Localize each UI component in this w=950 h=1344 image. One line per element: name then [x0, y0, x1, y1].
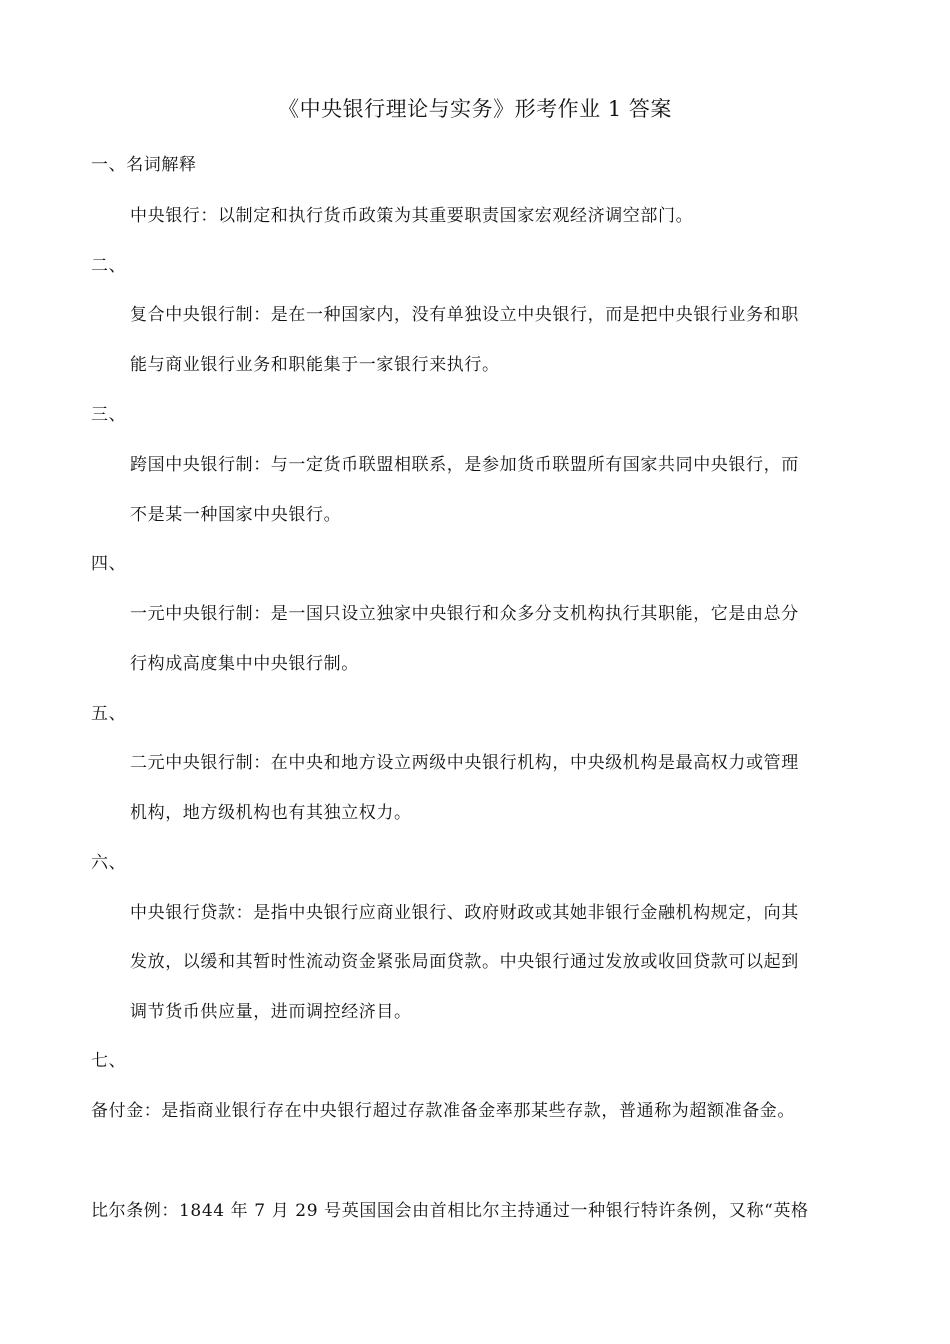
section-heading-6: 六、: [91, 853, 127, 873]
document-title: 《中央银行理论与实务》形考作业 1 答案: [278, 97, 672, 121]
section-4-line-1: 一元中央银行制：是一国只设立独家中央银行和众多分支机构执行其职能，它是由总分: [130, 604, 799, 624]
section-heading-2: 二、: [91, 256, 127, 276]
section-heading-7: 七、: [91, 1051, 127, 1071]
section-6-line-3: 调节货币供应量，进而调控经济目。: [130, 1002, 412, 1022]
section-2-line-2: 能与商业银行业务和职能集于一家银行来执行。: [130, 355, 500, 375]
section-7-line-1: 备付金：是指商业银行存在中央银行超过存款准备金率那某些存款，普通称为超额准备金。: [91, 1101, 795, 1121]
section-6-line-1: 中央银行贷款：是指中央银行应商业银行、政府财政或其她非银行金融机构规定，向其: [130, 903, 799, 923]
section-heading-1: 一、名词解释: [91, 155, 197, 175]
section-5-line-1: 二元中央银行制：在中央和地方设立两级中央银行机构，中央级机构是最高权力或管理: [130, 753, 799, 773]
section-2-line-1: 复合中央银行制：是在一种国家内，没有单独设立中央银行，而是把中央银行业务和职: [130, 305, 799, 325]
section-heading-3: 三、: [91, 405, 127, 425]
section-1-line-1: 中央银行：以制定和执行货币政策为其重要职责国家宏观经济调空部门。: [130, 206, 694, 226]
section-5-line-2: 机构，地方级机构也有其独立权力。: [130, 803, 412, 823]
section-6-line-2: 发放，以缓和其暂时性流动资金紧张局面贷款。中央银行通过发放或收回贷款可以起到: [130, 952, 799, 972]
section-heading-5: 五、: [91, 704, 127, 724]
trailing-paragraph-line: 比尔条例：1844 年 7 月 29 号英国国会由首相比尔主持通过一种银行特许条例，又称“英格: [91, 1201, 809, 1221]
section-3-line-1: 跨国中央银行制：与一定货币联盟相联系，是参加货币联盟所有国家共同中央银行，而: [130, 455, 799, 475]
section-3-line-2: 不是某一种国家中央银行。: [130, 505, 342, 525]
section-heading-4: 四、: [91, 554, 127, 574]
section-4-line-2: 行构成高度集中中央银行制。: [130, 654, 359, 674]
